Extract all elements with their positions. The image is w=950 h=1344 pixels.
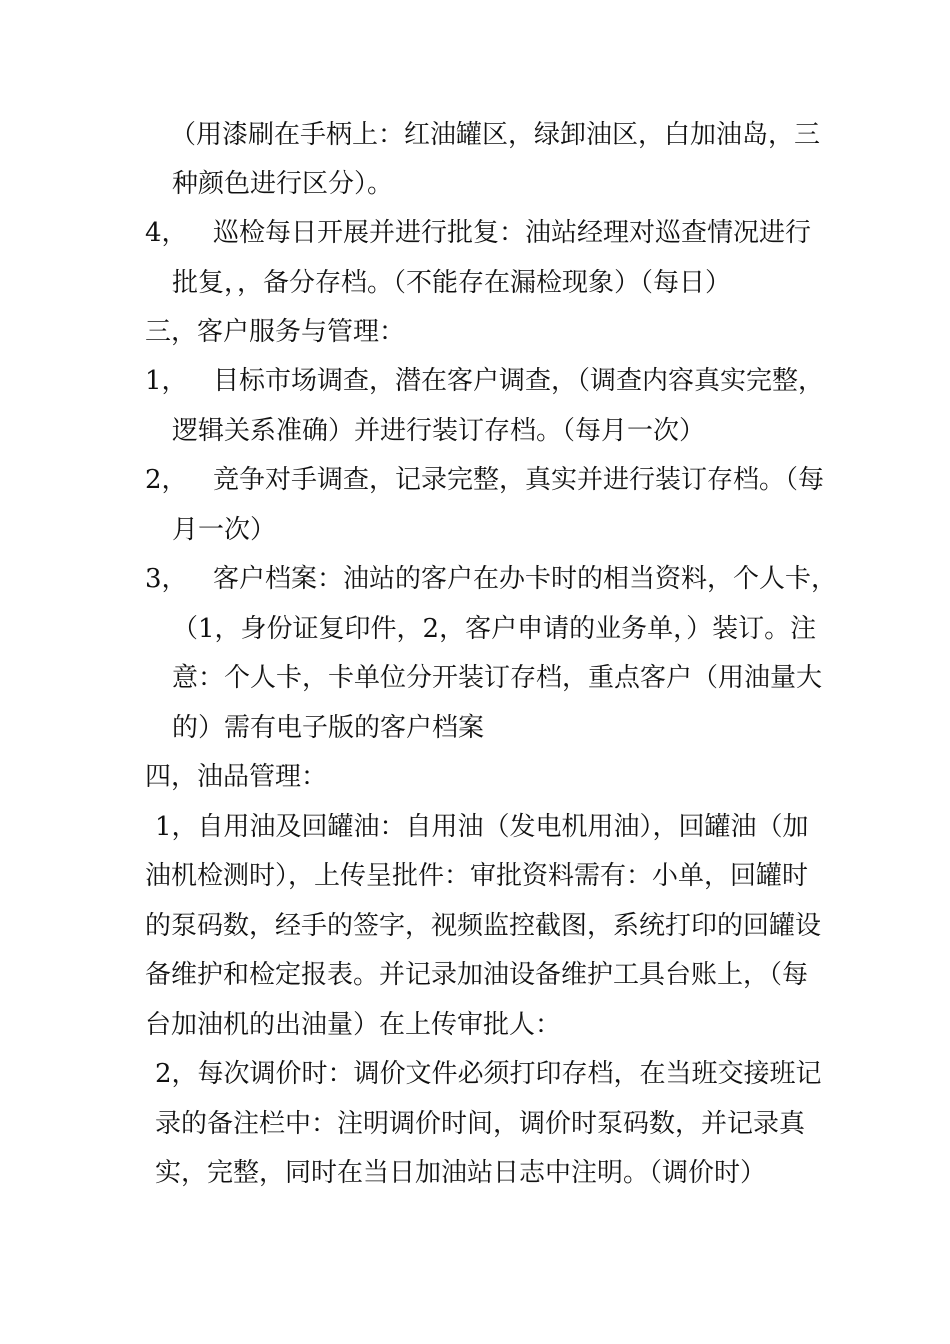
text-line: 种颜色进行区分）。: [172, 169, 394, 199]
text-line: 批复，，备分存档。（不能存在漏检现象）（每日）: [172, 268, 732, 298]
text-line: 2，每次调价时：调价文件必须打印存档，在当班交接班记: [155, 1059, 822, 1089]
section-heading: 三，客户服务与管理：: [145, 317, 406, 347]
list-number: 2，: [145, 465, 188, 495]
section-heading: 四，油品管理：: [145, 762, 328, 792]
list-number: 1，: [145, 366, 188, 396]
text-line: 目标市场调查，潜在客户调查，（调查内容真实完整，: [213, 366, 825, 396]
text-line: 逻辑关系准确）并进行装订存档。（每月一次）: [172, 416, 706, 446]
text-line: 的）需有电子版的客户档案: [172, 713, 485, 743]
text-line: 的泵码数，经手的签字，视频监控截图，系统打印的回罐设: [145, 911, 822, 941]
text-line: 备维护和检定报表。并记录加油设备维护工具台账上，（每: [145, 960, 809, 990]
text-line: （1，身份证复印件，2，客户申请的业务单，）装订。注: [172, 614, 817, 644]
text-line: 巡检每日开展并进行批复：油站经理对巡查情况进行: [213, 218, 812, 248]
text-line: 1，自用油及回罐油：自用油（发电机用油），回罐油（加: [155, 812, 809, 842]
text-line: 台加油机的出油量）在上传审批人：: [145, 1010, 562, 1040]
text-line: 月一次）: [172, 515, 277, 545]
text-line: 竞争对手调查，记录完整，真实并进行装订存档。（每: [213, 465, 825, 495]
list-number: 4，: [145, 218, 188, 248]
text-line: 录的备注栏中：注明调价时间，调价时泵码数，并记录真: [155, 1109, 806, 1139]
text-line: 客户档案：油站的客户在办卡时的相当资料，个人卡，: [213, 564, 838, 594]
list-number: 3，: [145, 564, 188, 594]
text-line: 实，完整，同时在当日加油站日志中注明。（调价时）: [155, 1158, 767, 1188]
text-line: 意：个人卡，卡单位分开装订存档，重点客户（用油量大: [172, 663, 823, 693]
text-line: （用漆刷在手柄上：红油罐区，绿卸油区，白加油岛，三: [170, 120, 821, 150]
text-line: 油机检测时），上传呈批件：审批资料需有：小单，回罐时: [145, 861, 809, 891]
